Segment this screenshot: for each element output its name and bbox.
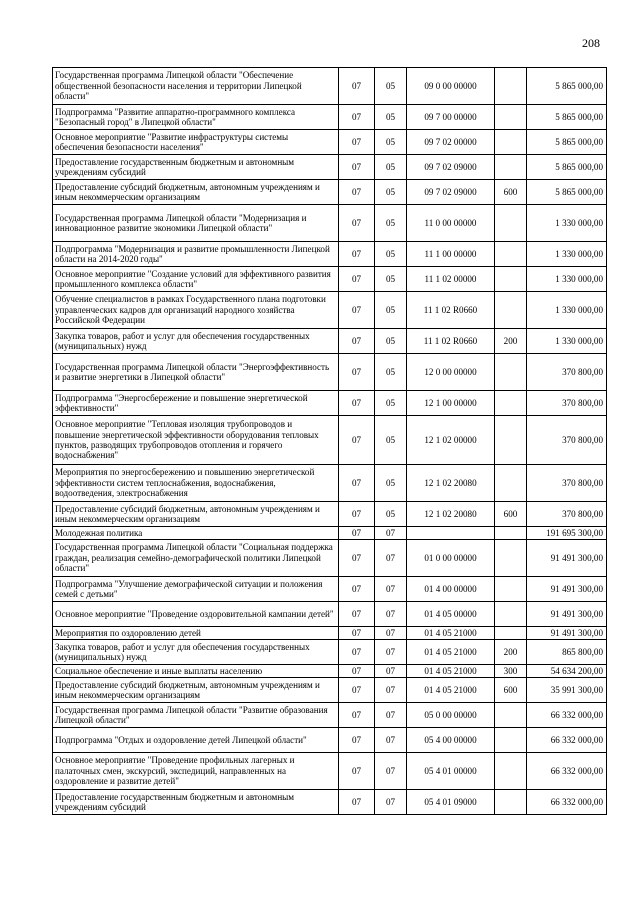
- row-expense-type-cell: [495, 540, 527, 577]
- row-target-code-cell: 09 7 00 00000: [407, 105, 495, 130]
- row-name-cell: Обучение специалистов в рамках Государственного плана подготовки управленческих кадров для организаций народного хозяйства Российской Федерации: [53, 292, 339, 329]
- row-expense-type-cell: [495, 391, 527, 416]
- row-amount-cell: 370 800,00: [527, 502, 607, 527]
- row-subsection-cell: 05: [375, 130, 407, 155]
- row-amount-cell: 1 330 000,00: [527, 267, 607, 292]
- row-section-cell: 07: [339, 665, 375, 678]
- row-name-cell: Предоставление субсидий бюджетным, автономным учреждениям и иным некоммерческим организациям: [53, 180, 339, 205]
- row-expense-type-cell: [495, 205, 527, 242]
- row-expense-type-cell: 200: [495, 329, 527, 354]
- row-amount-cell: 66 332 000,00: [527, 728, 607, 753]
- row-expense-type-cell: [495, 627, 527, 640]
- row-amount-cell: 1 330 000,00: [527, 329, 607, 354]
- row-section-cell: 07: [339, 527, 375, 540]
- row-subsection-cell: 05: [375, 354, 407, 391]
- row-section-cell: 07: [339, 180, 375, 205]
- row-target-code-cell: 01 0 00 00000: [407, 540, 495, 577]
- row-section-cell: 07: [339, 465, 375, 502]
- table-row: [53, 728, 607, 753]
- row-section-cell: 07: [339, 68, 375, 105]
- row-subsection-cell: 05: [375, 416, 407, 465]
- row-name-cell: Подпрограмма "Отдых и оздоровление детей Липецкой области": [53, 728, 339, 753]
- row-subsection-cell: 05: [375, 205, 407, 242]
- table-row: [53, 416, 607, 465]
- row-subsection-cell: 07: [375, 703, 407, 728]
- row-target-code-cell: 09 7 02 00000: [407, 130, 495, 155]
- row-subsection-cell: 07: [375, 577, 407, 602]
- row-name-cell: Предоставление субсидий бюджетным, автономным учреждениям и иным некоммерческим организациям: [53, 678, 339, 703]
- row-name-cell: Закупка товаров, работ и услуг для обеспечения государственных (муниципальных) нужд: [53, 329, 339, 354]
- row-expense-type-cell: [495, 105, 527, 130]
- row-expense-type-cell: [495, 267, 527, 292]
- row-section-cell: 07: [339, 205, 375, 242]
- table-row: [53, 502, 607, 527]
- row-subsection-cell: 07: [375, 627, 407, 640]
- row-subsection-cell: 05: [375, 292, 407, 329]
- row-expense-type-cell: [495, 527, 527, 540]
- row-target-code-cell: 12 1 00 00000: [407, 391, 495, 416]
- row-subsection-cell: 05: [375, 465, 407, 502]
- row-expense-type-cell: [495, 577, 527, 602]
- row-subsection-cell: 05: [375, 155, 407, 180]
- row-target-code-cell: 11 1 02 R0660: [407, 329, 495, 354]
- row-subsection-cell: 05: [375, 502, 407, 527]
- row-name-cell: Социальное обеспечение и иные выплаты населению: [53, 665, 339, 678]
- row-subsection-cell: 07: [375, 527, 407, 540]
- row-amount-cell: 191 695 300,00: [527, 527, 607, 540]
- row-section-cell: 07: [339, 416, 375, 465]
- table-row: [53, 242, 607, 267]
- row-target-code-cell: 01 4 05 21000: [407, 678, 495, 703]
- row-amount-cell: 66 332 000,00: [527, 790, 607, 815]
- row-amount-cell: 66 332 000,00: [527, 703, 607, 728]
- row-expense-type-cell: 200: [495, 640, 527, 665]
- row-target-code-cell: 01 4 05 00000: [407, 602, 495, 627]
- row-section-cell: 07: [339, 105, 375, 130]
- row-target-code-cell: 01 4 05 21000: [407, 640, 495, 665]
- row-subsection-cell: 05: [375, 180, 407, 205]
- row-amount-cell: 5 865 000,00: [527, 68, 607, 105]
- row-section-cell: 07: [339, 267, 375, 292]
- row-subsection-cell: 07: [375, 640, 407, 665]
- row-subsection-cell: 07: [375, 790, 407, 815]
- row-name-cell: Основное мероприятие "Тепловая изоляция трубопроводов и повышение энергетической эффективности оборудования тепловых пунктов, разводящих трубопроводов отопления и горячего водоснабжения": [53, 416, 339, 465]
- row-subsection-cell: 07: [375, 753, 407, 790]
- row-amount-cell: 5 865 000,00: [527, 180, 607, 205]
- row-target-code-cell: 01 4 05 21000: [407, 627, 495, 640]
- row-target-code-cell: 09 7 02 09000: [407, 180, 495, 205]
- table-row: [53, 540, 607, 577]
- table-row: [53, 105, 607, 130]
- row-expense-type-cell: [495, 416, 527, 465]
- row-name-cell: Государственная программа Липецкой области "Развитие образования Липецкой области": [53, 703, 339, 728]
- table-row: [53, 577, 607, 602]
- budget-table-body: [53, 68, 607, 815]
- table-row: [53, 527, 607, 540]
- page-number: 208: [582, 36, 600, 50]
- row-amount-cell: 1 330 000,00: [527, 242, 607, 267]
- row-expense-type-cell: [495, 130, 527, 155]
- row-subsection-cell: 07: [375, 678, 407, 703]
- table-row: [53, 68, 607, 105]
- row-subsection-cell: 05: [375, 105, 407, 130]
- row-section-cell: 07: [339, 540, 375, 577]
- table-row: [53, 180, 607, 205]
- row-amount-cell: 5 865 000,00: [527, 130, 607, 155]
- row-name-cell: Государственная программа Липецкой области "Энергоэффективность и развитие энергетики в Липецкой области": [53, 354, 339, 391]
- row-section-cell: 07: [339, 577, 375, 602]
- row-target-code-cell: 11 0 00 00000: [407, 205, 495, 242]
- row-expense-type-cell: [495, 753, 527, 790]
- row-subsection-cell: 07: [375, 602, 407, 627]
- row-expense-type-cell: [495, 790, 527, 815]
- row-expense-type-cell: 600: [495, 678, 527, 703]
- row-amount-cell: 1 330 000,00: [527, 292, 607, 329]
- table-row: [53, 602, 607, 627]
- row-amount-cell: 35 991 300,00: [527, 678, 607, 703]
- table-row: [53, 130, 607, 155]
- row-subsection-cell: 05: [375, 267, 407, 292]
- table-row: [53, 267, 607, 292]
- row-name-cell: Предоставление государственным бюджетным и автономным учреждениям субсидий: [53, 155, 339, 180]
- row-section-cell: 07: [339, 790, 375, 815]
- row-name-cell: Государственная программа Липецкой области "Социальная поддержка граждан, реализация семейно-демографической политики Липецкой области": [53, 540, 339, 577]
- table-row: [53, 790, 607, 815]
- row-section-cell: 07: [339, 502, 375, 527]
- row-subsection-cell: 07: [375, 728, 407, 753]
- table-row: [53, 627, 607, 640]
- table-row: [53, 753, 607, 790]
- row-amount-cell: 91 491 300,00: [527, 602, 607, 627]
- table-row: [53, 665, 607, 678]
- row-target-code-cell: 12 1 02 20080: [407, 465, 495, 502]
- row-expense-type-cell: [495, 292, 527, 329]
- row-target-code-cell: 01 4 00 00000: [407, 577, 495, 602]
- row-section-cell: 07: [339, 391, 375, 416]
- row-expense-type-cell: 600: [495, 180, 527, 205]
- row-name-cell: Подпрограмма "Модернизация и развитие промышленности Липецкой области на 2014-2020 годы": [53, 242, 339, 267]
- row-section-cell: 07: [339, 329, 375, 354]
- row-amount-cell: 91 491 300,00: [527, 540, 607, 577]
- row-name-cell: Молодежная политика: [53, 527, 339, 540]
- row-name-cell: Мероприятия по оздоровлению детей: [53, 627, 339, 640]
- row-target-code-cell: 12 1 02 20080: [407, 502, 495, 527]
- row-name-cell: Подпрограмма "Развитие аппаратно-программного комплекса "Безопасный город" в Липецкой области": [53, 105, 339, 130]
- row-target-code-cell: 12 1 02 00000: [407, 416, 495, 465]
- row-name-cell: Основное мероприятие "Проведение профильных лагерных и палаточных смен, экскурсий, экспедиций, направленных на оздоровление и развитие детей": [53, 753, 339, 790]
- row-expense-type-cell: [495, 602, 527, 627]
- table-row: [53, 329, 607, 354]
- row-name-cell: Подпрограмма "Улучшение демографической ситуации и положения семей с детьми": [53, 577, 339, 602]
- row-amount-cell: 91 491 300,00: [527, 577, 607, 602]
- row-name-cell: Мероприятия по энергосбережению и повышению энергетической эффективности систем теплоснабжения, водоснабжения, водоотведения, электроснабжения: [53, 465, 339, 502]
- table-row: [53, 465, 607, 502]
- row-target-code-cell: 12 0 00 00000: [407, 354, 495, 391]
- row-subsection-cell: 07: [375, 540, 407, 577]
- row-name-cell: Основное мероприятие "Проведение оздоровительной кампании детей": [53, 602, 339, 627]
- row-name-cell: Подпрограмма "Энергосбережение и повышение энергетической эффективности": [53, 391, 339, 416]
- row-expense-type-cell: [495, 68, 527, 105]
- row-section-cell: 07: [339, 292, 375, 329]
- row-amount-cell: 370 800,00: [527, 416, 607, 465]
- table-row: [53, 205, 607, 242]
- row-name-cell: Предоставление субсидий бюджетным, автономным учреждениям и иным некоммерческим организациям: [53, 502, 339, 527]
- row-amount-cell: 865 800,00: [527, 640, 607, 665]
- row-target-code-cell: 01 4 05 21000: [407, 665, 495, 678]
- row-subsection-cell: 05: [375, 391, 407, 416]
- table-row: [53, 155, 607, 180]
- row-section-cell: 07: [339, 728, 375, 753]
- row-amount-cell: 66 332 000,00: [527, 753, 607, 790]
- row-target-code-cell: 05 4 01 09000: [407, 790, 495, 815]
- row-amount-cell: 370 800,00: [527, 391, 607, 416]
- row-section-cell: 07: [339, 130, 375, 155]
- row-name-cell: Государственная программа Липецкой области "Модернизация и инновационное развитие экономики Липецкой области": [53, 205, 339, 242]
- row-expense-type-cell: [495, 703, 527, 728]
- row-subsection-cell: 05: [375, 242, 407, 267]
- row-target-code-cell: 11 1 02 00000: [407, 267, 495, 292]
- table-row: [53, 292, 607, 329]
- row-amount-cell: 1 330 000,00: [527, 205, 607, 242]
- table-row: [53, 678, 607, 703]
- row-target-code-cell: 05 0 00 00000: [407, 703, 495, 728]
- row-section-cell: 07: [339, 627, 375, 640]
- row-target-code-cell: 05 4 00 00000: [407, 728, 495, 753]
- row-name-cell: Предоставление государственным бюджетным и автономным учреждениям субсидий: [53, 790, 339, 815]
- table-row: [53, 354, 607, 391]
- row-name-cell: Основное мероприятие "Развитие инфраструктуры системы обеспечения безопасности населения": [53, 130, 339, 155]
- budget-table: [52, 67, 607, 815]
- row-expense-type-cell: [495, 728, 527, 753]
- row-target-code-cell: 09 0 00 00000: [407, 68, 495, 105]
- row-expense-type-cell: [495, 155, 527, 180]
- row-section-cell: 07: [339, 678, 375, 703]
- row-section-cell: 07: [339, 640, 375, 665]
- row-section-cell: 07: [339, 753, 375, 790]
- row-expense-type-cell: 300: [495, 665, 527, 678]
- row-name-cell: Основное мероприятие "Создание условий для эффективного развития промышленного комплекса области": [53, 267, 339, 292]
- row-section-cell: 07: [339, 703, 375, 728]
- row-target-code-cell: 09 7 02 09000: [407, 155, 495, 180]
- row-target-code-cell: 11 1 00 00000: [407, 242, 495, 267]
- row-section-cell: 07: [339, 242, 375, 267]
- row-amount-cell: 370 800,00: [527, 354, 607, 391]
- table-row: [53, 703, 607, 728]
- row-subsection-cell: 07: [375, 665, 407, 678]
- row-section-cell: 07: [339, 602, 375, 627]
- row-subsection-cell: 05: [375, 329, 407, 354]
- row-amount-cell: 91 491 300,00: [527, 627, 607, 640]
- row-amount-cell: 5 865 000,00: [527, 105, 607, 130]
- row-amount-cell: 5 865 000,00: [527, 155, 607, 180]
- row-expense-type-cell: [495, 242, 527, 267]
- row-name-cell: Закупка товаров, работ и услуг для обеспечения государственных (муниципальных) нужд: [53, 640, 339, 665]
- row-target-code-cell: 05 4 01 00000: [407, 753, 495, 790]
- row-section-cell: 07: [339, 155, 375, 180]
- row-target-code-cell: 11 1 02 R0660: [407, 292, 495, 329]
- table-row: [53, 640, 607, 665]
- row-section-cell: 07: [339, 354, 375, 391]
- table-row: [53, 391, 607, 416]
- row-expense-type-cell: [495, 465, 527, 502]
- row-name-cell: Государственная программа Липецкой области "Обеспечение общественной безопасности населения и территории Липецкой области": [53, 68, 339, 105]
- row-expense-type-cell: 600: [495, 502, 527, 527]
- row-subsection-cell: 05: [375, 68, 407, 105]
- row-expense-type-cell: [495, 354, 527, 391]
- row-amount-cell: 54 634 200,00: [527, 665, 607, 678]
- row-target-code-cell: [407, 527, 495, 540]
- row-amount-cell: 370 800,00: [527, 465, 607, 502]
